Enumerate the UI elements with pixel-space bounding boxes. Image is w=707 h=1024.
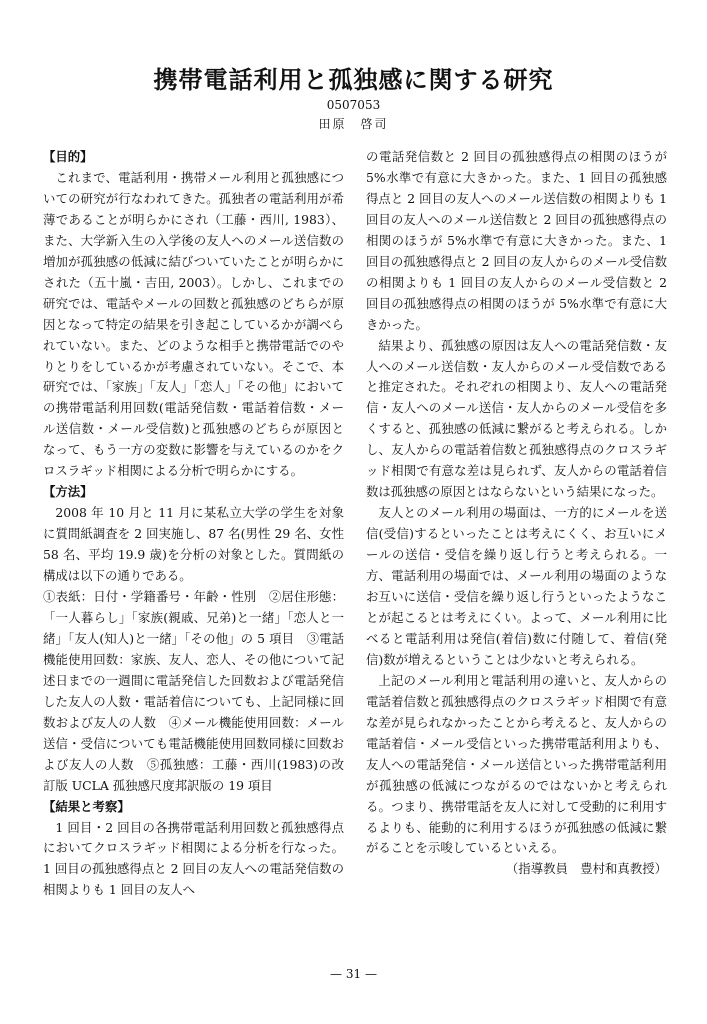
discussion-paragraph: 上記のメール利用と電話利用の違いと、友人からの電話着信数と孤独感得点のクロスラギッド相関で有意な差が見られなかったことから考えると、友人からの電話着信・メール受信といった携帯電話利用よりも、友人への電話発信・メール送信といった携帯電話利用が孤独感の低減につながるのではないかと考えられる。つまり、携帯電話を友人に対して受動的に利用するよりも、能動的に利用するほうが孤独感の低減に繋がることを示唆しているといえる。 <box>366 672 667 856</box>
right-column <box>366 147 667 880</box>
page-number: — 31 — <box>330 967 377 981</box>
results-heading: 【結果と考察】 <box>43 798 130 814</box>
results-continuation: の電話発信数と 2 回目の孤独感得点の相関のほうが 5%水準で有意に大きかった。また、1 回目の孤独感得点と 2 回目の友人へのメール送信数の相関よりも 1 回目の友人へのメール送信数と 2 回目の孤独感得点の相関のほうが 5%水準で有意に大きかった。また、1 回目の孤独感得点と 2 回目の友人からのメール受信数の相関よりも 1 回目の友人からのメール受信数と 2 回目の孤独感得点の相関のほうが 5%水準で有意に大きかった。 <box>366 149 667 332</box>
paper-title: 携帯電話利用と孤独感に関する研究 <box>153 66 554 94</box>
questionnaire-items: ①表紙：日付・学籍番号・年齢・性別 ②居住形態：「一人暮らし」「家族(親戚、兄弟)と一緒」「恋人と一緒」「友人(知人)と一緒」「その他」の 5 項目 ③電話機能使用回数：家族、友人、恋人、その他について記述日までの一週間に電話発信した回数および電話発信した友人の人数・電話着信についても、上記同様に回数および友人の人数 ④メール機能使用回数：メール送信・受信についても電話機能使用回数同様に回数および友人の人数 ⑤孤独感：工藤・西川(1983)の改訂版 UCLA 孤独感尺度邦訳版の 19 項目 <box>43 589 344 793</box>
discussion-paragraph: 友人とのメール利用の場面は、一方的にメールを送信(受信)するといったことは考えにくく、お互いにメールの送信・受信を繰り返し行うと考えられる。一方、電話利用の場面では、メール利用の場面のようなお互いに送信・受信を繰り返し行うといったようなことが起こるとは考えにくい。よって、メール利用に比べると電話利用は発信(着信)数に付随して、着信(発信)数が増えるということは少ないと考えられる。 <box>366 505 667 667</box>
student-id: 0507053 <box>326 98 381 112</box>
purpose-paragraph: これまで、電話利用・携帯メール利用と孤独感についての研究が行なわれてきた。孤独者の電話利用が希薄であることが明らかにされ（工藤・西川, 1983）、また、大学新入生の入学後の友人へのメール送信数の増加が孤独感の低減に結びついていたことが明らかにされた（五十嵐・吉田, 2003）。しかし、これまでの研究では、電話やメールの回数と孤独感のどちらが原因となって特定の結果を引き起こしているかが調べられていない。また、どのような相手と携帯電話でのやりとりをしているかが考慮されていない。そこで、本研究では、「家族」「友人」「恋人」「その他」においての携帯電話利用回数(電話発信数・電話着信数・メール送信数・メール受信数)と孤独感のどちらが原因となって、もう一方の変数に影響を与えているのかをクロスラギッド相関による分析で明らかにする。 <box>43 169 344 479</box>
purpose-heading: 【目的】 <box>43 149 93 164</box>
method-paragraph: 2008 年 10 月と 11 月に某私立大学の学生を対象に質問紙調査を 2 回実施し、87 名(男性 29 名、女性 58 名、平均 19.9 歳)を分析の対象とした。質問紙の構成は以下の通りである。 <box>43 505 344 584</box>
author-name: 田原 啓司 <box>318 117 389 131</box>
results-paragraph: 1 回目・2 回目の各携帯電話利用回数と孤独感得点においてクロスラギッド相関による分析を行なった。1 回目の孤独感得点と 2 回目の友人への電話発信数の相関よりも 1 回目の友人へ <box>43 819 344 898</box>
left-column <box>43 147 344 901</box>
advisor-credit: （指導教員 豊村和真教授） <box>505 861 667 877</box>
method-heading: 【方法】 <box>43 484 93 500</box>
discussion-paragraph: 結果より、孤独感の原因は友人への電話発信数・友人へのメール送信数・友人からのメール受信数であると推定された。それぞれの相関より、友人への電話発信・友人へのメール送信・友人からのメール受信を多くすると、孤独感の低減に繋がると考えられる。しかし、友人からの電話着信数と孤独感得点のクロスラギッド相関で有意な差は見られず、友人からの電話着信数は孤独感の原因とはならないという結果になった。 <box>366 337 667 500</box>
